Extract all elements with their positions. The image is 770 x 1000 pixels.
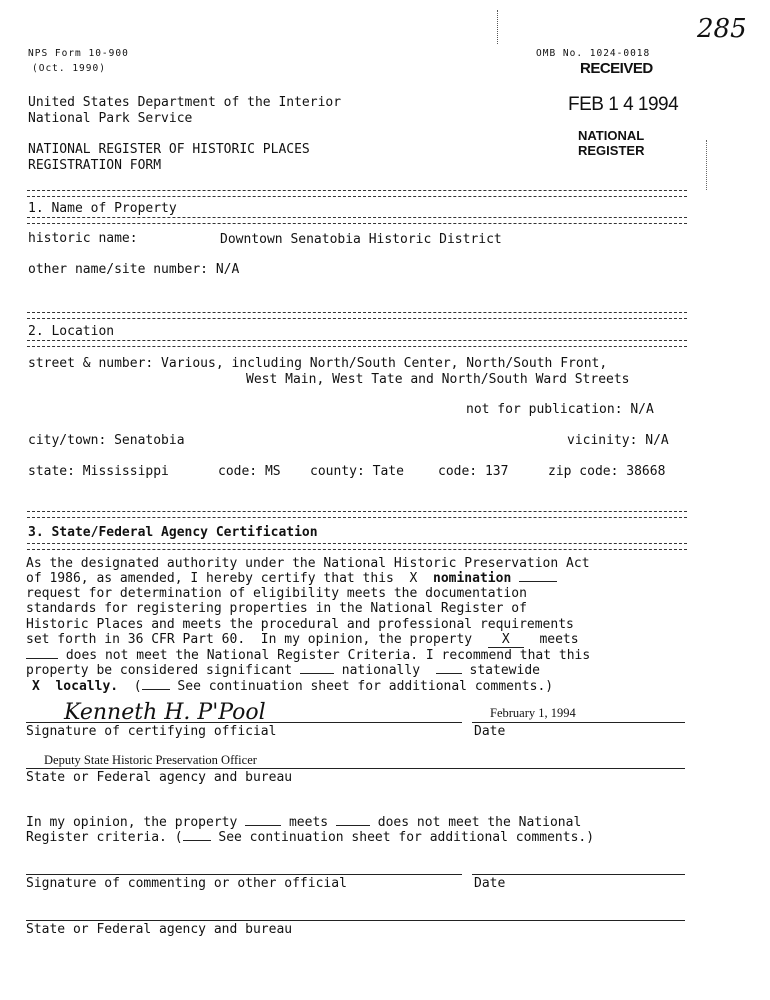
signature-date: February 1, 1994: [490, 706, 576, 720]
historic-name-label: historic name:: [28, 231, 138, 246]
service-line: National Park Service: [28, 111, 193, 126]
state-code: code: MS: [218, 464, 281, 479]
county-code: code: 137: [438, 464, 509, 479]
date-label: Date: [474, 724, 506, 739]
separator: [27, 543, 687, 550]
historic-name-value: Downtown Senatobia Historic District: [220, 232, 502, 247]
comment-agency-label: State or Federal agency and bureau: [26, 922, 293, 937]
other-name: other name/site number: N/A: [28, 262, 240, 277]
signature-line: [26, 722, 462, 723]
not-for-publication: not for publication: N/A: [466, 402, 654, 417]
separator: [27, 190, 687, 197]
signature: Kenneth H. P'Pool: [64, 700, 266, 725]
opinion-line-1: In my opinion, the property meets does not meet the National: [26, 815, 582, 830]
comment-signature-line: [26, 874, 462, 875]
separator: [27, 217, 687, 224]
vicinity: vicinity: N/A: [567, 433, 669, 448]
separator: [27, 312, 687, 319]
opinion-line-2: Register criteria. ( See continuation sheet for additional comments.): [26, 830, 595, 845]
section-3-heading: 3. State/Federal Agency Certification: [28, 525, 318, 540]
cert-line-2: of 1986, as amended, I hereby certify that this X nomination: [26, 571, 557, 586]
date-line: [472, 722, 685, 723]
city-town: city/town: Senatobia: [28, 433, 185, 448]
comment-signature-label: Signature of commenting or other official: [26, 876, 347, 891]
stamp-national: NATIONAL: [578, 128, 645, 143]
stamp-date: FEB 1 4 1994: [568, 94, 679, 115]
cert-line-9: X locally. ( See continuation sheet for additional comments.): [32, 679, 554, 694]
cert-line-5: Historic Places and meets the procedural and professional requirements: [26, 617, 574, 632]
state: state: Mississippi: [28, 464, 169, 479]
cert-line-7: does not meet the National Register Criteria. I recommend that this: [26, 648, 590, 663]
section-1-heading: 1. Name of Property: [28, 201, 177, 216]
county: county: Tate: [310, 464, 404, 479]
signature-label: Signature of certifying official: [26, 724, 277, 739]
section-2-heading: 2. Location: [28, 324, 115, 339]
agency-line: [26, 768, 685, 769]
handwritten-page-number: 285: [697, 14, 747, 44]
zip-code: zip code: 38668: [548, 464, 666, 479]
form-subtitle: REGISTRATION FORM: [28, 158, 162, 173]
stamp-received: RECEIVED: [580, 60, 653, 77]
form-title: NATIONAL REGISTER OF HISTORIC PLACES: [28, 142, 310, 157]
street-line-1: street & number: Various, including North/South Center, North/South Front,: [28, 356, 608, 371]
stamp-register: REGISTER: [578, 143, 645, 158]
form-number: NPS Form 10-900: [28, 48, 129, 59]
comment-date-label: Date: [474, 876, 506, 891]
department-line: United States Department of the Interior: [28, 95, 342, 110]
cert-line-4: standards for registering properties in the National Register of: [26, 601, 527, 616]
scan-mark: [497, 10, 500, 44]
cert-line-6: set forth in 36 CFR Part 60. In my opinion, the property X meets: [26, 632, 579, 647]
form-date: (Oct. 1990): [32, 63, 106, 74]
separator: [27, 340, 687, 347]
officer-title: Deputy State Historic Preservation Officer: [44, 753, 257, 767]
agency-label: State or Federal agency and bureau: [26, 770, 293, 785]
cert-line-3: request for determination of eligibility meets the documentation: [26, 586, 527, 601]
street-line-2: West Main, West Tate and North/South Ward Streets: [246, 372, 630, 387]
cert-line-8: property be considered significant nationally statewide: [26, 663, 540, 678]
scan-mark: [706, 140, 709, 190]
separator: [27, 511, 687, 518]
comment-date-line: [472, 874, 685, 875]
omb-number: OMB No. 1024-0018: [536, 48, 651, 59]
cert-line-1: As the designated authority under the National Historic Preservation Act: [26, 556, 590, 571]
comment-agency-line: [26, 920, 685, 921]
